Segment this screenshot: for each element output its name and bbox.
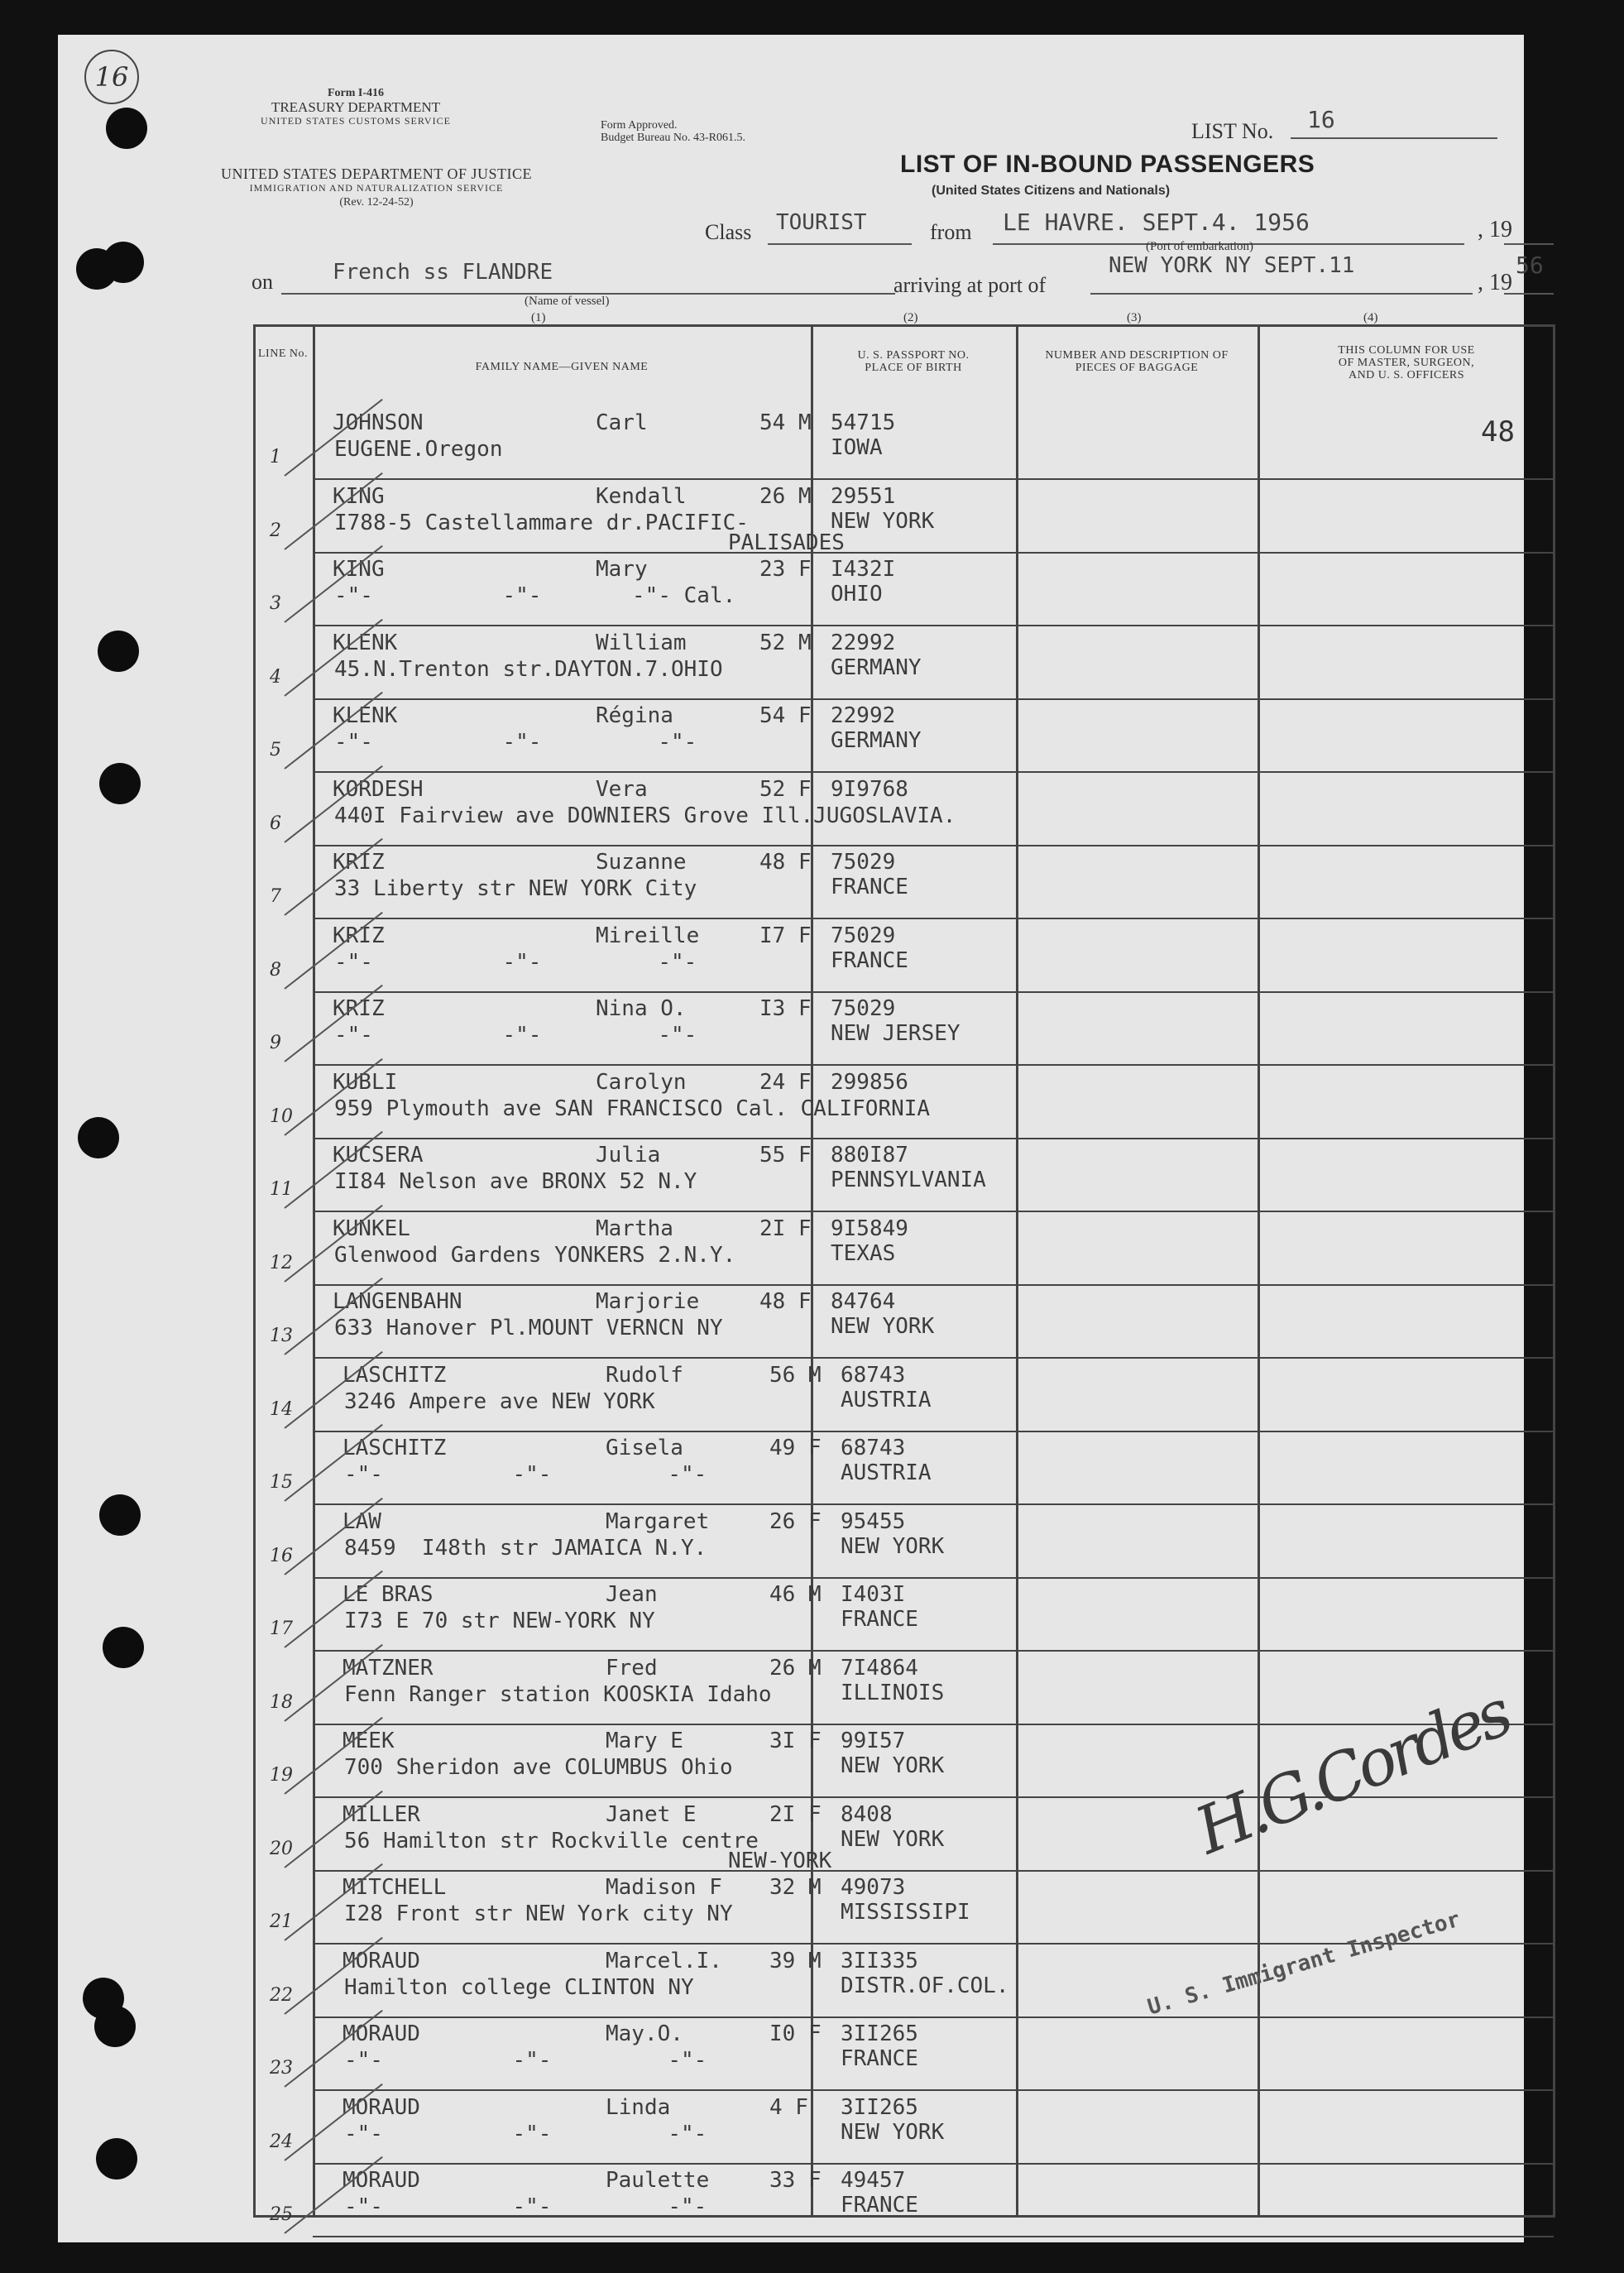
- col-header-name: FAMILY NAME—GIVEN NAME: [475, 361, 649, 373]
- binder-hole: [94, 2006, 136, 2047]
- budget-bureau-label: Budget Bureau No. 43-R061.5.: [601, 132, 745, 144]
- family-name: KRIZ: [333, 996, 385, 1021]
- col-header-passport: [811, 349, 1016, 374]
- line-number: 16: [270, 1545, 293, 1566]
- arriving-label: arriving at port of: [893, 273, 1047, 297]
- address: -"- -"- -"-: [334, 730, 697, 755]
- col-header-line: LINE No.: [258, 348, 308, 360]
- family-name: MITCHELL: [343, 1875, 447, 1900]
- address: I73 E 70 str NEW-YORK NY: [344, 1609, 655, 1633]
- underline: [1291, 137, 1497, 139]
- given-name: Fred: [606, 1655, 658, 1681]
- line-number: 5: [270, 740, 281, 760]
- age-sex: 46 M: [769, 1582, 822, 1607]
- table-row: [253, 1579, 1555, 1652]
- table-row: [253, 1432, 1555, 1505]
- given-name: Paulette: [606, 2168, 710, 2193]
- passport-number: I432I: [831, 557, 896, 582]
- family-name: LASCHITZ: [343, 1436, 447, 1460]
- table-row: [253, 1506, 1555, 1579]
- address: -"- -"- -"-: [344, 1462, 707, 1487]
- given-name: Mary E: [606, 1729, 683, 1753]
- family-name: KUBLI: [333, 1069, 398, 1095]
- passport-number: 68743: [841, 1362, 906, 1388]
- age-sex: 33 F: [769, 2168, 822, 2193]
- family-name: KUNKEL: [333, 1216, 410, 1241]
- binder-hole: [96, 2138, 137, 2179]
- address: -"- -"- -"-: [334, 1023, 697, 1048]
- from-label: from: [930, 220, 972, 244]
- address: II84 Nelson ave BRONX 52 N.Y: [334, 1169, 697, 1194]
- family-name: KORDESH: [333, 776, 424, 802]
- place-of-birth: AUSTRIA: [841, 1387, 932, 1412]
- passport-number: 8408: [841, 1801, 893, 1827]
- family-name: LASCHITZ: [343, 1362, 447, 1388]
- age-sex: I7 F: [759, 923, 812, 948]
- from-value: LE HAVRE. SEPT.4. 1956: [1003, 209, 1310, 236]
- given-name: Carolyn: [596, 1069, 687, 1095]
- arrival-year: 56: [1516, 252, 1544, 279]
- address: -"- -"- -"- Cal.: [334, 583, 736, 608]
- passport-number: 75029: [831, 923, 896, 948]
- given-name: Mary: [596, 557, 648, 582]
- passport-number: 9I5849: [831, 1216, 908, 1241]
- passport-number: 49457: [841, 2168, 906, 2193]
- column-number: (2): [903, 311, 918, 324]
- agency-header: [199, 86, 513, 128]
- line-number: 12: [270, 1252, 293, 1273]
- given-name: Carl: [596, 410, 648, 435]
- customs-label: UNITED STATES CUSTOMS SERVICE: [261, 115, 451, 127]
- given-name: Mireille: [596, 923, 700, 948]
- age-sex: 4 F: [769, 2094, 808, 2120]
- line-number: 11: [270, 1179, 293, 1200]
- place-of-birth: NEW YORK: [841, 2119, 945, 2145]
- passport-number: 75029: [831, 850, 896, 875]
- family-name: MILLER: [343, 1801, 420, 1827]
- year-prefix: , 19: [1478, 217, 1512, 242]
- passport-number: 3II265: [841, 2021, 918, 2046]
- age-sex: 55 F: [759, 1143, 812, 1168]
- address: Fenn Ranger station KOOSKIA Idaho: [344, 1681, 772, 1707]
- column-number: (1): [531, 311, 546, 324]
- place-of-birth: TEXAS: [831, 1240, 896, 1266]
- given-name: Linda: [606, 2094, 671, 2120]
- age-sex: 2I F: [769, 1801, 822, 1827]
- family-name: KRIZ: [333, 923, 385, 948]
- family-name: MORAUD: [343, 1948, 420, 1973]
- table-row: [253, 481, 1555, 554]
- age-sex: 23 F: [759, 557, 812, 582]
- family-name: KLENK: [333, 703, 398, 728]
- passport-number: 99I57: [841, 1729, 906, 1753]
- family-name: LAW: [343, 1508, 381, 1534]
- given-name: Régina: [596, 703, 673, 728]
- family-name: MATZNER: [343, 1655, 434, 1681]
- line-number: 9: [270, 1033, 281, 1053]
- passport-number: 22992: [831, 703, 896, 728]
- passport-number: 3II335: [841, 1948, 918, 1973]
- line-number: 21: [270, 1911, 293, 1932]
- inspector-signature: H.G.Cordes: [1186, 1676, 1519, 1869]
- col-header-baggage-line1: NUMBER AND DESCRIPTION OF: [1045, 349, 1229, 362]
- column-number: (3): [1127, 311, 1142, 324]
- passport-number: 84764: [831, 1289, 896, 1314]
- family-name: KRIZ: [333, 850, 385, 875]
- line-number: 2: [270, 520, 281, 541]
- binder-hole: [103, 242, 144, 283]
- col-header-officers: [1258, 344, 1555, 381]
- family-name: KING: [333, 483, 385, 509]
- address: 440I Fairview ave DOWNIERS Grove Ill.JUGOSLAVIA.: [334, 803, 956, 828]
- given-name: Nina O.: [596, 996, 687, 1021]
- table-row: [253, 993, 1555, 1066]
- table-row: [253, 554, 1555, 626]
- table-row: [253, 1139, 1555, 1212]
- age-sex: 3I F: [769, 1729, 822, 1753]
- family-name: MORAUD: [343, 2168, 420, 2193]
- age-sex: 52 F: [759, 776, 812, 802]
- column-number: (4): [1363, 311, 1378, 324]
- family-name: KLENK: [333, 630, 398, 655]
- line-number: 15: [270, 1472, 293, 1493]
- revision-label: (Rev. 12-24-52): [339, 196, 414, 209]
- table-row: [253, 2165, 1555, 2237]
- place-of-birth: NEW YORK: [841, 1753, 945, 1778]
- age-sex: 26 M: [769, 1655, 822, 1681]
- family-name: MORAUD: [343, 2021, 420, 2046]
- binder-hole: [99, 1494, 141, 1536]
- table-row: [253, 627, 1555, 700]
- list-no-label: LIST No.: [1191, 119, 1274, 143]
- age-sex: 24 F: [759, 1069, 812, 1095]
- passport-number: 299856: [831, 1069, 908, 1095]
- page-subtitle: (United States Citizens and Nationals): [932, 184, 1171, 198]
- place-of-birth: MISSISSIPI: [841, 1900, 970, 1925]
- table-row: [253, 2018, 1555, 2091]
- place-of-birth: PENNSYLVANIA: [831, 1168, 986, 1192]
- address: 959 Plymouth ave SAN FRANCISCO Cal. CALIFORNIA: [334, 1096, 931, 1121]
- table-row: [253, 846, 1555, 919]
- place-of-birth: IOWA: [831, 435, 883, 460]
- place-of-birth: FRANCE: [831, 875, 908, 899]
- on-label: on: [252, 270, 273, 294]
- doj-label: UNITED STATES DEPARTMENT OF JUSTICE: [220, 165, 532, 182]
- age-sex: 26 M: [759, 483, 812, 509]
- col-header-officers-line3: AND U. S. OFFICERS: [1348, 369, 1465, 381]
- table-row: [253, 1213, 1555, 1286]
- given-name: Margaret: [606, 1508, 710, 1534]
- col-header-baggage: [1016, 349, 1258, 374]
- line-number: 6: [270, 813, 281, 834]
- family-name: LANGENBAHN: [333, 1289, 462, 1314]
- passport-number: 49073: [841, 1875, 906, 1900]
- address: 3246 Ampere ave NEW YORK: [344, 1388, 655, 1414]
- age-sex: I0 F: [769, 2021, 822, 2046]
- place-of-birth: GERMANY: [831, 655, 922, 680]
- address-continued: NEW-YORK: [728, 1848, 832, 1873]
- given-name: Jean: [606, 1582, 658, 1607]
- given-name: Suzanne: [596, 850, 687, 875]
- row-divider: [313, 2236, 1554, 2237]
- address: I28 Front str NEW York city NY: [344, 1901, 733, 1926]
- given-name: Marjorie: [596, 1289, 700, 1314]
- table-row: [253, 1652, 1555, 1725]
- given-name: Kendall: [596, 483, 687, 509]
- treasury-label: TREASURY DEPARTMENT: [271, 99, 441, 115]
- place-of-birth: ILLINOIS: [841, 1680, 945, 1705]
- passport-number: 3II265: [841, 2094, 918, 2120]
- line-number: 17: [270, 1618, 293, 1639]
- place-of-birth: FRANCE: [841, 1607, 918, 1632]
- underline: [1090, 293, 1473, 295]
- age-sex: 49 F: [769, 1436, 822, 1460]
- family-name: MORAUD: [343, 2094, 420, 2120]
- place-of-birth: FRANCE: [841, 2193, 918, 2218]
- address: 633 Hanover Pl.MOUNT VERNCN NY: [334, 1316, 723, 1340]
- line-number: 14: [270, 1398, 293, 1420]
- page-number-mark: 16: [84, 50, 139, 104]
- place-of-birth: OHIO: [831, 582, 883, 607]
- table-row: [253, 407, 1555, 480]
- binder-hole: [78, 1117, 119, 1158]
- arrival-value: NEW YORK NY SEPT.11: [1109, 253, 1355, 278]
- vessel-value: French ss FLANDRE: [333, 260, 553, 285]
- family-name: LE BRAS: [343, 1582, 434, 1607]
- address: 33 Liberty str NEW YORK City: [334, 876, 697, 901]
- line-number: 18: [270, 1691, 293, 1713]
- line-number: 1: [270, 447, 281, 468]
- col-header-baggage-line2: PIECES OF BAGGAGE: [1075, 362, 1199, 374]
- table-row: [253, 774, 1555, 846]
- officer-mark: 48: [1481, 415, 1515, 448]
- given-name: William: [596, 630, 687, 655]
- line-number: 22: [270, 1984, 293, 2006]
- binder-hole: [103, 1627, 144, 1668]
- passport-number: 880I87: [831, 1143, 908, 1168]
- given-name: May.O.: [606, 2021, 683, 2046]
- table-row: [253, 1359, 1555, 1432]
- age-sex: I3 F: [759, 996, 812, 1021]
- address: 700 Sheridon ave COLUMBUS Ohio: [344, 1755, 733, 1780]
- passport-number: 75029: [831, 996, 896, 1021]
- given-name: Janet E: [606, 1801, 697, 1827]
- age-sex: 39 M: [769, 1948, 822, 1973]
- place-of-birth: GERMANY: [831, 728, 922, 753]
- age-sex: 52 M: [759, 630, 812, 655]
- family-name: KING: [333, 557, 385, 582]
- given-name: Marcel.I.: [606, 1948, 722, 1973]
- place-of-birth: DISTR.OF.COL.: [841, 1973, 1009, 1998]
- given-name: Vera: [596, 776, 648, 802]
- page-title: LIST OF IN-BOUND PASSENGERS: [900, 151, 1315, 178]
- passport-number: 95455: [841, 1508, 906, 1534]
- table-row: [253, 2092, 1555, 2165]
- line-number: 20: [270, 1838, 293, 1859]
- passport-number: 9I9768: [831, 776, 908, 802]
- inspector-stamp: U. S. Immigrant Inspector: [1144, 1906, 1464, 2021]
- address-continued: PALISADES: [728, 530, 845, 555]
- line-number: 13: [270, 1326, 293, 1346]
- line-number: 7: [270, 886, 281, 907]
- passport-number: 29551: [831, 483, 896, 509]
- age-sex: 2I F: [759, 1216, 812, 1241]
- underline: [1504, 243, 1554, 245]
- place-of-birth: NEW YORK: [831, 508, 935, 534]
- family-name: KUCSERA: [333, 1143, 424, 1168]
- doj-header: [190, 167, 563, 209]
- form-number: Form I-416: [327, 87, 385, 99]
- form-approved: [601, 119, 745, 144]
- age-sex: 48 F: [759, 850, 812, 875]
- passport-number: 68743: [841, 1436, 906, 1460]
- class-label: Class: [705, 220, 752, 244]
- line-number: 3: [270, 593, 281, 614]
- binder-hole: [99, 763, 141, 804]
- line-number: 24: [270, 2131, 293, 2152]
- age-sex: 54 M: [759, 410, 812, 435]
- address: Glenwood Gardens YONKERS 2.N.Y.: [334, 1242, 736, 1268]
- class-value: TOURIST: [776, 210, 867, 235]
- line-number: 25: [270, 2204, 293, 2225]
- year-prefix: , 19: [1478, 270, 1512, 295]
- address: 8459 I48th str JAMAICA N.Y.: [344, 1535, 707, 1561]
- table-row: [253, 1067, 1555, 1139]
- table-row: [253, 1286, 1555, 1359]
- age-sex: 56 M: [769, 1362, 822, 1388]
- given-name: Gisela: [606, 1436, 683, 1460]
- binder-hole: [98, 631, 139, 672]
- age-sex: 26 F: [769, 1508, 822, 1534]
- underline: [768, 243, 912, 245]
- address: I788-5 Castellammare dr.PACIFIC-: [334, 510, 749, 535]
- col-header-officers-line2: OF MASTER, SURGEON,: [1338, 357, 1475, 369]
- age-sex: 48 F: [759, 1289, 812, 1314]
- form-approved-label: Form Approved.: [601, 119, 678, 132]
- given-name: Rudolf: [606, 1362, 683, 1388]
- line-number: 4: [270, 666, 281, 688]
- place-of-birth: FRANCE: [831, 947, 908, 973]
- col-header-passport-line1: U. S. PASSPORT NO.: [857, 349, 970, 362]
- table-row: [253, 920, 1555, 993]
- address: -"- -"- -"-: [334, 949, 697, 975]
- given-name: Martha: [596, 1216, 673, 1241]
- line-number: 8: [270, 959, 281, 981]
- address: -"- -"- -"-: [344, 2121, 707, 2146]
- address: -"- -"- -"-: [344, 2194, 707, 2219]
- line-number: 10: [270, 1105, 293, 1127]
- address: 56 Hamilton str Rockville centre: [344, 1828, 759, 1853]
- given-name: Julia: [596, 1143, 661, 1168]
- line-number: 23: [270, 2058, 293, 2079]
- document-page: [58, 35, 1544, 2242]
- place-of-birth: NEW YORK: [841, 1533, 945, 1559]
- place-of-birth: AUSTRIA: [841, 1460, 932, 1485]
- binder-hole: [106, 108, 147, 149]
- address: 45.N.Trenton str.DAYTON.7.OHIO: [334, 656, 723, 682]
- table-row: [253, 700, 1555, 773]
- col-header-passport-line2: PLACE OF BIRTH: [865, 362, 962, 374]
- passport-number: I403I: [841, 1582, 906, 1607]
- age-sex: 32 M: [769, 1875, 822, 1900]
- family-name: MEEK: [343, 1729, 395, 1753]
- passport-number: 22992: [831, 630, 896, 655]
- place-of-birth: FRANCE: [841, 2046, 918, 2071]
- embarkation-caption: (Port of embarkation): [1146, 240, 1253, 253]
- place-of-birth: NEW YORK: [841, 1826, 945, 1852]
- list-no-value: 16: [1307, 106, 1335, 133]
- given-name: Madison F: [606, 1875, 722, 1900]
- ins-label: IMMIGRATION AND NATURALIZATION SERVICE: [249, 182, 504, 194]
- passport-number: 7I4864: [841, 1655, 918, 1681]
- address: -"- -"- -"-: [344, 2048, 707, 2073]
- col-header-officers-line1: THIS COLUMN FOR USE: [1338, 344, 1475, 357]
- address: EUGENE.Oregon: [334, 437, 503, 462]
- address: Hamilton college CLINTON NY: [344, 1974, 694, 2000]
- place-of-birth: NEW JERSEY: [831, 1021, 961, 1046]
- passport-number: 54715: [831, 410, 896, 435]
- vessel-caption: (Name of vessel): [525, 295, 610, 308]
- place-of-birth: NEW YORK: [831, 1314, 935, 1339]
- line-number: 19: [270, 1765, 293, 1786]
- underline: [1504, 293, 1554, 295]
- family-name: JOHNSON: [333, 410, 424, 435]
- age-sex: 54 F: [759, 703, 812, 728]
